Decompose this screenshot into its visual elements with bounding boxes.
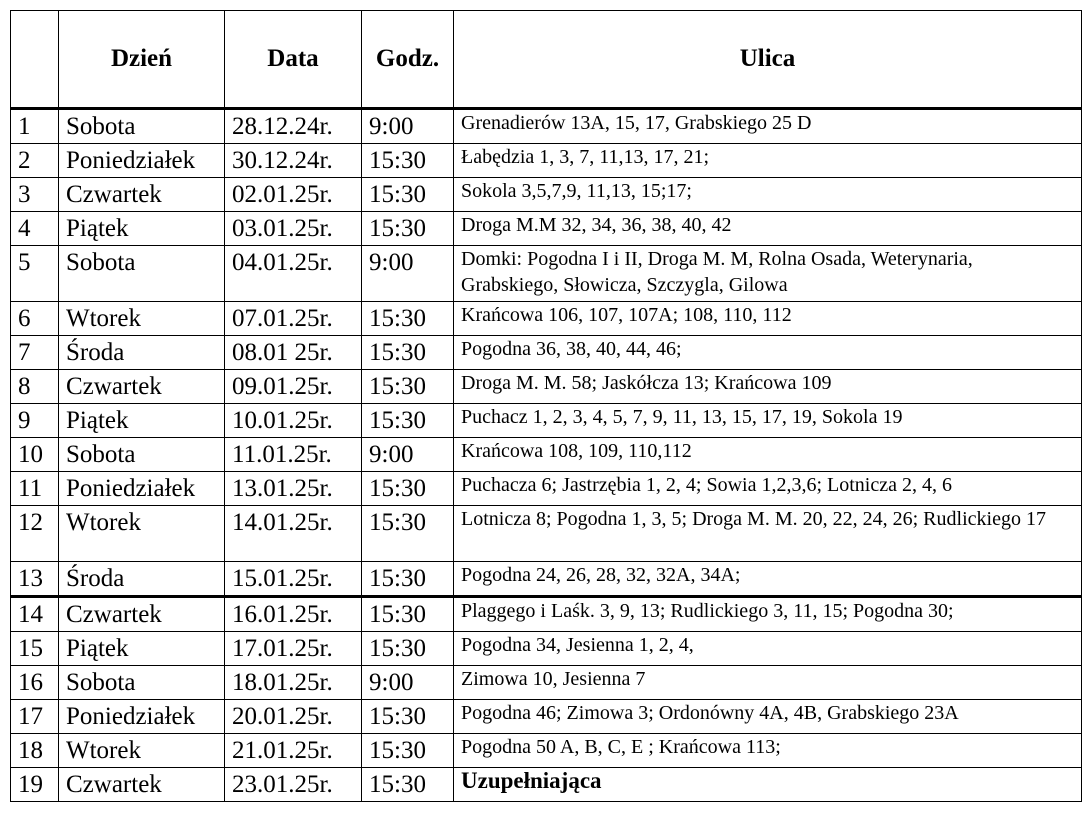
row-day: Poniedziałek [59, 144, 225, 178]
row-number: 18 [11, 734, 59, 768]
header-row [11, 11, 1082, 109]
row-street: Domki: Pogodna I i II, Droga M. M, Rolna Osada, Weterynaria, Grabskiego, Słowicza, Szczygla, Gilowa [454, 246, 1082, 302]
row-day: Wtorek [59, 302, 225, 336]
row-date: 09.01.25r. [225, 370, 362, 404]
row-number: 5 [11, 246, 59, 302]
row-date: 02.01.25r. [225, 178, 362, 212]
row-street: Droga M. M. 58; Jaskółcza 13; Krańcowa 109 [454, 370, 1082, 404]
row-number: 10 [11, 438, 59, 472]
row-time: 15:30 [362, 370, 454, 404]
table-row [11, 768, 1082, 802]
row-date: 23.01.25r. [225, 768, 362, 802]
row-number: 7 [11, 336, 59, 370]
row-date: 30.12.24r. [225, 144, 362, 178]
row-time: 15:30 [362, 768, 454, 802]
row-street: Puchacz 1, 2, 3, 4, 5, 7, 9, 11, 13, 15, 17, 19, Sokola 19 [454, 404, 1082, 438]
table-row [11, 438, 1082, 472]
table-row [11, 506, 1082, 562]
row-date: 04.01.25r. [225, 246, 362, 302]
row-time: 15:30 [362, 144, 454, 178]
schedule-table [10, 10, 1082, 802]
row-day: Piątek [59, 212, 225, 246]
row-date: 18.01.25r. [225, 666, 362, 700]
row-number: 15 [11, 632, 59, 666]
row-date: 10.01.25r. [225, 404, 362, 438]
table-row [11, 246, 1082, 302]
row-day: Wtorek [59, 734, 225, 768]
row-time: 15:30 [362, 734, 454, 768]
row-day: Poniedziałek [59, 700, 225, 734]
table-row [11, 666, 1082, 700]
row-time: 15:30 [362, 632, 454, 666]
row-day: Środa [59, 336, 225, 370]
row-date: 13.01.25r. [225, 472, 362, 506]
row-street: Sokola 3,5,7,9, 11,13, 15;17; [454, 178, 1082, 212]
row-time: 9:00 [362, 246, 454, 302]
row-day: Sobota [59, 438, 225, 472]
row-day: Piątek [59, 404, 225, 438]
header-time: Godz. [362, 11, 454, 109]
row-number: 1 [11, 109, 59, 144]
table-row [11, 597, 1082, 632]
row-number: 19 [11, 768, 59, 802]
header-number [11, 11, 59, 109]
row-street: Lotnicza 8; Pogodna 1, 3, 5; Droga M. M. 20, 22, 24, 26; Rudlickiego 17 [454, 506, 1082, 562]
row-street: Pogodna 46; Zimowa 3; Ordonówny 4A, 4B, Grabskiego 23A [454, 700, 1082, 734]
row-time: 15:30 [362, 597, 454, 632]
row-date: 03.01.25r. [225, 212, 362, 246]
row-number: 14 [11, 597, 59, 632]
row-number: 11 [11, 472, 59, 506]
row-street: Zimowa 10, Jesienna 7 [454, 666, 1082, 700]
row-time: 15:30 [362, 700, 454, 734]
table-row [11, 302, 1082, 336]
row-date: 17.01.25r. [225, 632, 362, 666]
row-street: Pogodna 24, 26, 28, 32, 32A, 34A; [454, 562, 1082, 597]
table-row [11, 632, 1082, 666]
header-date: Data [225, 11, 362, 109]
row-date: 08.01 25r. [225, 336, 362, 370]
row-date: 21.01.25r. [225, 734, 362, 768]
row-time: 9:00 [362, 666, 454, 700]
row-date: 28.12.24r. [225, 109, 362, 144]
table-row [11, 109, 1082, 144]
row-number: 12 [11, 506, 59, 562]
row-day: Sobota [59, 246, 225, 302]
row-number: 17 [11, 700, 59, 734]
row-street: Krańcowa 108, 109, 110,112 [454, 438, 1082, 472]
table-row [11, 562, 1082, 597]
row-date: 11.01.25r. [225, 438, 362, 472]
row-day: Sobota [59, 666, 225, 700]
table-row [11, 404, 1082, 438]
row-street: Pogodna 50 A, B, C, E ; Krańcowa 113; [454, 734, 1082, 768]
row-number: 3 [11, 178, 59, 212]
row-number: 6 [11, 302, 59, 336]
row-street: Uzupełniająca [454, 768, 1082, 802]
row-day: Środa [59, 562, 225, 597]
row-number: 8 [11, 370, 59, 404]
row-number: 2 [11, 144, 59, 178]
row-time: 9:00 [362, 438, 454, 472]
row-day: Piątek [59, 632, 225, 666]
row-time: 9:00 [362, 109, 454, 144]
row-date: 20.01.25r. [225, 700, 362, 734]
row-time: 15:30 [362, 562, 454, 597]
row-time: 15:30 [362, 178, 454, 212]
table-row [11, 734, 1082, 768]
row-date: 07.01.25r. [225, 302, 362, 336]
table-row [11, 212, 1082, 246]
header-day: Dzień [59, 11, 225, 109]
row-time: 15:30 [362, 302, 454, 336]
row-day: Wtorek [59, 506, 225, 562]
table-row [11, 370, 1082, 404]
row-time: 15:30 [362, 212, 454, 246]
row-street: Plaggego i Laśk. 3, 9, 13; Rudlickiego 3, 11, 15; Pogodna 30; [454, 597, 1082, 632]
row-date: 14.01.25r. [225, 506, 362, 562]
row-time: 15:30 [362, 336, 454, 370]
row-date: 15.01.25r. [225, 562, 362, 597]
row-number: 9 [11, 404, 59, 438]
table-row [11, 336, 1082, 370]
row-street: Krańcowa 106, 107, 107A; 108, 110, 112 [454, 302, 1082, 336]
row-number: 16 [11, 666, 59, 700]
row-day: Czwartek [59, 768, 225, 802]
table-row [11, 472, 1082, 506]
row-time: 15:30 [362, 404, 454, 438]
row-day: Sobota [59, 109, 225, 144]
row-street: Pogodna 36, 38, 40, 44, 46; [454, 336, 1082, 370]
table-row [11, 700, 1082, 734]
row-street: Łabędzia 1, 3, 7, 11,13, 17, 21; [454, 144, 1082, 178]
table-row [11, 178, 1082, 212]
row-street: Puchacza 6; Jastrzębia 1, 2, 4; Sowia 1,2,3,6; Lotnicza 2, 4, 6 [454, 472, 1082, 506]
row-time: 15:30 [362, 506, 454, 562]
row-street: Pogodna 34, Jesienna 1, 2, 4, [454, 632, 1082, 666]
row-day: Czwartek [59, 370, 225, 404]
table-row [11, 144, 1082, 178]
row-street: Droga M.M 32, 34, 36, 38, 40, 42 [454, 212, 1082, 246]
row-number: 13 [11, 562, 59, 597]
row-day: Czwartek [59, 178, 225, 212]
row-day: Czwartek [59, 597, 225, 632]
row-number: 4 [11, 212, 59, 246]
header-street: Ulica [454, 11, 1082, 109]
row-time: 15:30 [362, 472, 454, 506]
row-day: Poniedziałek [59, 472, 225, 506]
row-street: Grenadierów 13A, 15, 17, Grabskiego 25 D [454, 109, 1082, 144]
row-date: 16.01.25r. [225, 597, 362, 632]
